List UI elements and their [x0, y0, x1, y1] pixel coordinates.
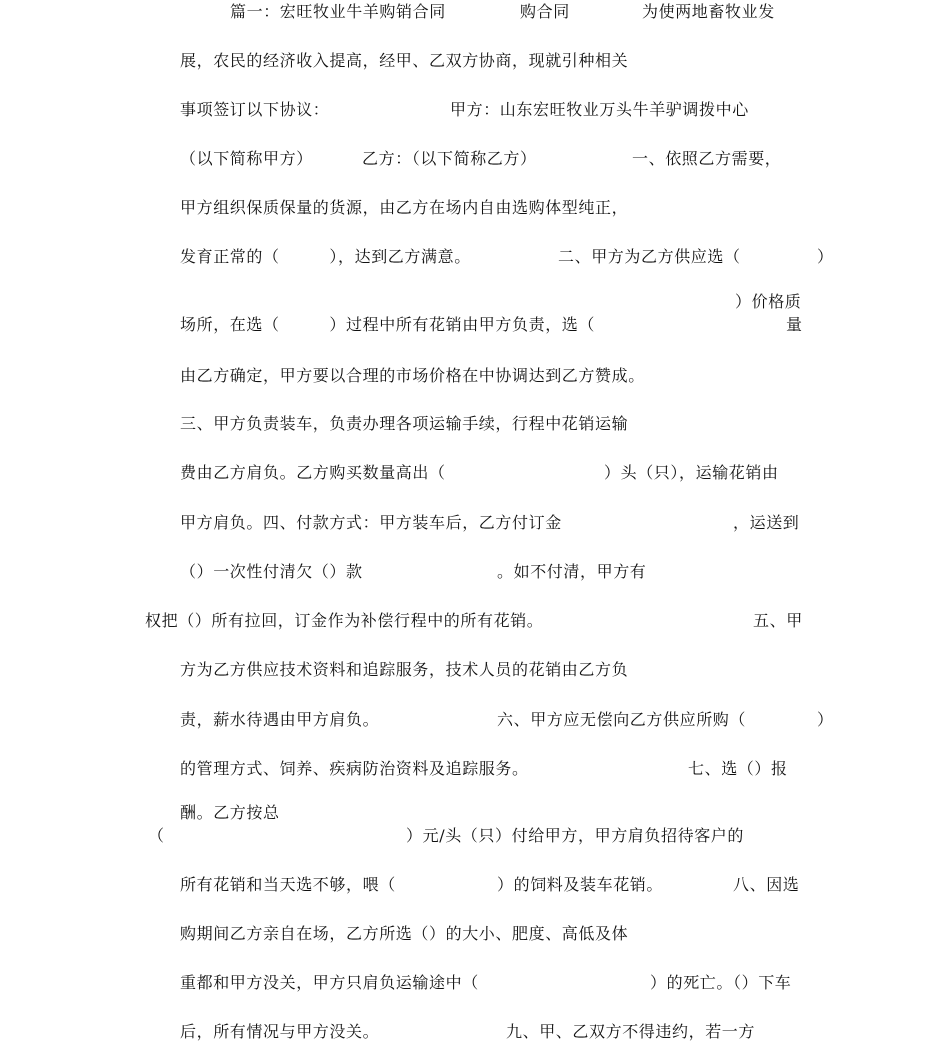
text-fragment: 发育正常的（ ），达到乙方满意。 [180, 247, 471, 266]
text-fragment: 责，薪水待遇由甲方肩负。 [180, 710, 380, 729]
text-fragment: 量 [786, 315, 803, 334]
text-fragment: 。如不付清，甲方有 [497, 562, 647, 581]
text-fragment: ）元/头（只）付给甲方，甲方肩负招待客户的 [406, 826, 744, 845]
clause-heading: 九、甲、乙双方不得违约，若一方 [506, 1022, 756, 1041]
text-fragment: 甲方肩负。四、付款方式：甲方装车后，乙方付订金 [180, 513, 562, 532]
clause-heading: 八、因选 [733, 875, 800, 894]
clause-heading: 一、依照乙方需要， [632, 149, 782, 168]
text-fragment: 后，所有情况与甲方没关。 [180, 1022, 380, 1041]
text-fragment: 购合同 [520, 2, 570, 21]
party-b-label: 乙方：（以下简称乙方） [362, 149, 537, 168]
clause-heading: 六、甲方应无偿向乙方供应所购（ [497, 710, 747, 729]
text-fragment: 酬。乙方按总 [180, 803, 280, 822]
text-fragment: 为使两地畜牧业发 [642, 2, 775, 21]
clause-heading: 三、甲方负责装车，负责办理各项运输手续，行程中花销运输 [180, 414, 629, 433]
text-line: 购期间乙方亲自在场，乙方所选（）的大小、肥度、高低及体 [180, 924, 629, 943]
document-title: 篇一：宏旺牧业牛羊购销合同 [230, 2, 446, 21]
text-fragment: 场所，在选（ ）过程中所有花销由甲方负责，选（ [180, 315, 596, 334]
text-line: 方为乙方供应技术资料和追踪服务，技术人员的花销由乙方负 [180, 660, 629, 679]
text-fragment: ）头（只），运输花销由 [604, 463, 779, 482]
text-fragment: ）的死亡。（）下车 [650, 973, 792, 992]
text-fragment: 所有花销和当天选不够，喂（ [180, 875, 396, 894]
text-fragment: 的管理方式、饲养、疾病防治资料及追踪服务。 [180, 759, 529, 778]
text-fragment: 权把（）所有拉回，订金作为补偿行程中的所有花销。 [145, 611, 544, 630]
text-fragment: （ [148, 826, 165, 845]
text-fragment: 费由乙方肩负。乙方购买数量高出（ [180, 463, 446, 482]
text-fragment: （以下简称甲方） [180, 149, 313, 168]
text-fragment: ）价格质 [735, 292, 802, 311]
text-fragment: （）一次性付清欠（）款 [180, 562, 363, 581]
text-line: 甲方组织保质保量的货源，由乙方在场内自由选购体型纯正， [180, 198, 629, 217]
clause-heading: 二、甲方为乙方供应选（ [558, 247, 741, 266]
text-fragment: ，运送到 [733, 513, 800, 532]
text-fragment: ） [817, 247, 834, 266]
text-line: 展，农民的经济收入提高，经甲、乙双方协商，现就引种相关 [180, 51, 629, 70]
text-fragment: 重都和甲方没关，甲方只肩负运输途中（ [180, 973, 479, 992]
text-line: 由乙方确定，甲方要以合理的市场价格在中协调达到乙方赞成。 [180, 366, 645, 385]
clause-heading: 七、选（）报 [688, 759, 788, 778]
text-line: 事项签订以下协议： [180, 100, 330, 119]
text-fragment: ）的饲料及装车花销。 [497, 875, 664, 894]
party-a-label: 甲方：山东宏旺牧业万头牛羊驴调拨中心 [450, 100, 749, 119]
text-fragment: ） [817, 710, 834, 729]
clause-heading: 五、甲 [753, 611, 803, 630]
